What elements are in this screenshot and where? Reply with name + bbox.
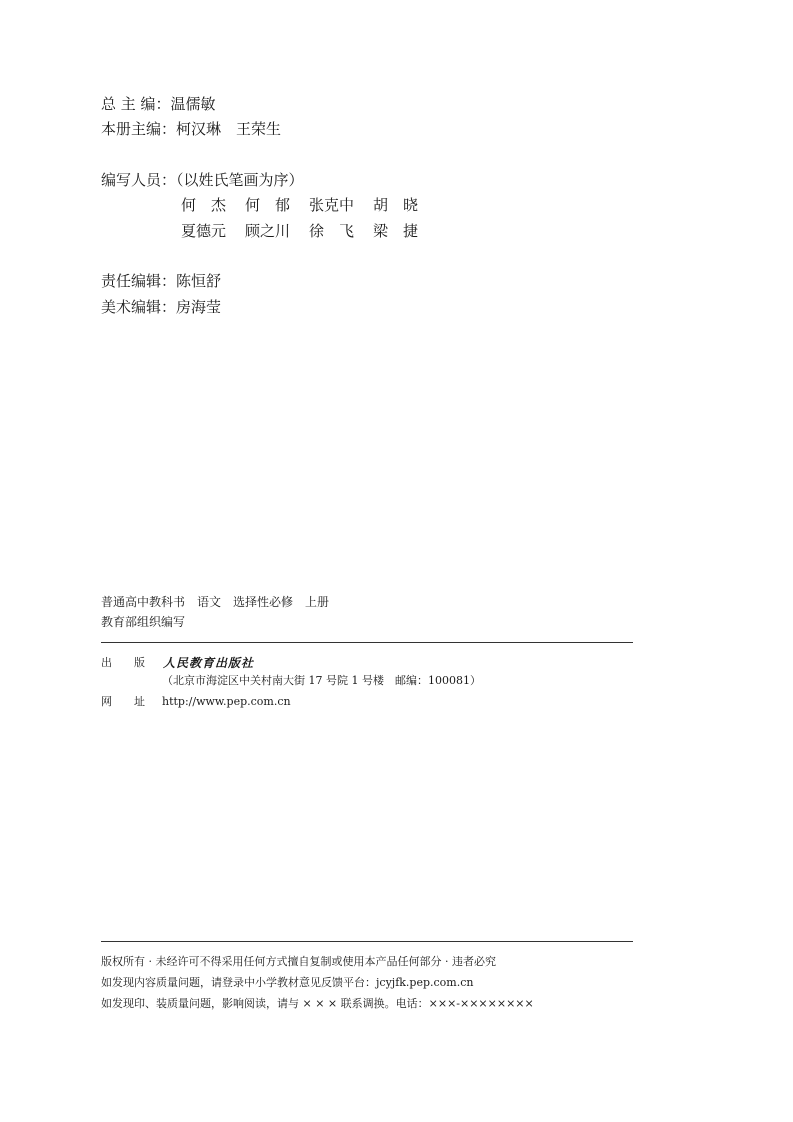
- chief-editor-line: [101, 94, 216, 114]
- chief-editor-name: 温儒敏: [170, 95, 216, 113]
- feedback-notice: 如发现内容质量问题，请登录中小学教材意见反馈平台：jcyjfk.pep.com.cn: [101, 976, 474, 989]
- responsible-editor-label: 责任编辑：: [101, 272, 177, 290]
- writer-name: 何 杰: [181, 196, 227, 214]
- writer-name: 胡 晓: [373, 196, 419, 214]
- publish-label: 出 版: [101, 656, 145, 669]
- volume-editor-names: 柯汉琳 王荣生: [176, 120, 282, 138]
- compiler-line: 教育部组织编写: [101, 615, 186, 629]
- website-url: http://www.pep.com.cn: [162, 695, 291, 708]
- volume-editor-label: 本册主编：: [101, 120, 177, 138]
- art-editor-name: 房海莹: [176, 298, 222, 316]
- writer-name: 顾之川: [245, 222, 291, 240]
- writer-name: 何 郁: [245, 196, 291, 214]
- chief-editor-label: 总 主 编：: [101, 95, 171, 113]
- volume-editor-line: [101, 119, 281, 139]
- print-issue-notice: 如发现印、装质量问题，影响阅读，请与 × × × 联系调换。电话：×××-××××××××: [101, 997, 534, 1010]
- publisher-address: （北京市海淀区中关村南大街 17 号院 1 号楼 邮编：100081）: [162, 674, 481, 687]
- writer-name: 张克中: [309, 196, 355, 214]
- responsible-editor-name: 陈恒舒: [176, 272, 222, 290]
- writers-label: 编写人员：（以姓氏笔画为序）: [101, 171, 304, 189]
- writer-name: 夏德元: [181, 222, 227, 240]
- responsible-editor-line: [101, 271, 221, 291]
- art-editor-label: 美术编辑：: [101, 298, 177, 316]
- publisher-logo: 人民教育出版社: [163, 656, 255, 670]
- divider-bottom: [101, 941, 633, 942]
- writer-name: 徐 飞: [309, 222, 355, 240]
- writer-name: 梁 捷: [373, 222, 419, 240]
- writers-row-1: [181, 195, 437, 215]
- art-editor-line: [101, 297, 221, 317]
- writers-row-2: [181, 221, 437, 241]
- divider-top: [101, 642, 633, 643]
- website-label: 网 址: [101, 695, 145, 708]
- book-title-line: 普通高中教科书 语文 选择性必修 上册: [101, 595, 330, 609]
- copyright-notice: 版权所有 · 未经许可不得采用任何方式擅自复制或使用本产品任何部分 · 违者必究: [101, 955, 496, 968]
